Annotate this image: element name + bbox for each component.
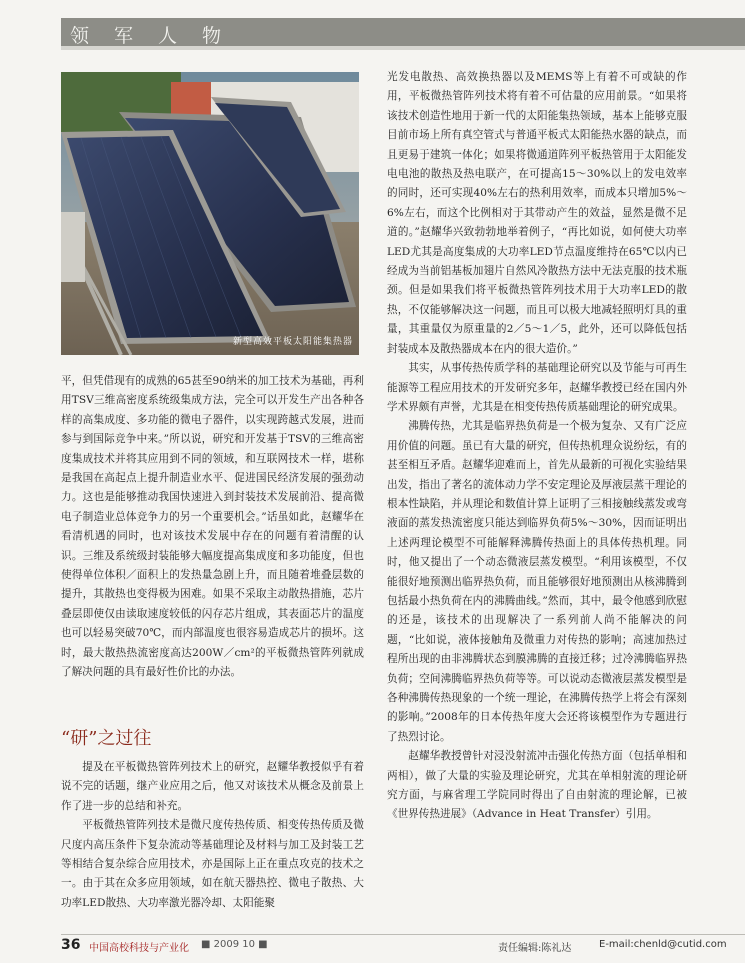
page-footer (61, 934, 745, 955)
solar-collector-photo (61, 72, 359, 355)
paragraph: 平板微热管阵列技术是微尺度传热传质、相变传热传质及微尺度内高压条件下复杂流动等基础理论及材料与加工及封装工艺等相结合复杂综合应用技术，亦是国际上正在重点攻克的技术之一。由于其在众多应用领域，如在航天器热控、微电子散热、大功率LED散热、大功率激光器冷却、太阳能聚 (61, 819, 364, 909)
page-number: 36 (61, 937, 81, 953)
right-column (387, 68, 687, 825)
paragraph: 赵耀华教授曾针对浸没射流冲击强化传热方面（包括单相和两相），做了大量的实验及理论研究，尤其在单相射流的理论研究方面，与麻省理工学院同时得出了自由射流的理论解，已被《世界传热进展》（Advance in Heat Transfer）引用。 (387, 750, 687, 821)
paragraph: 提及在平板微热管阵列技术上的研究，赵耀华教授似乎有着说不完的话题，继产业应用之后，他又对该技术从概念及前景上作了进一步的总结和补充。 (61, 761, 364, 812)
left-column-top (61, 372, 364, 683)
section-title: 领军人物 (70, 25, 247, 47)
left-column-bottom (61, 758, 364, 913)
paragraph: 其实，从事传热传质学科的基础理论研究以及节能与可再生能源等工程应用技术的开发研究多年，赵耀华教授已经在国内外学术界颇有声誉，尤其是在相变传热传质基础理论的研究成果。 (387, 362, 687, 413)
paragraph: 平，但凭借现有的成熟的65甚至90纳米的加工技术为基础，再利用TSV三维高密度系统级集成方法，完全可以开发生产出各种各样的高集成度、多功能的微电子器件，以实现跨越式发展，进而参与到国际竞争中来。”所以说，研究和开发基于TSV的三维高密度集成技术并将其应用到不同的领域，和互联网技术一样，堪称是我国在高起点上提升制造业水平、促进国民经济发展的强劲动力。这也是能够推动我国快速进入到封装技术发展前沿、提高微电子制造业总体竞争力的另一个重要机会。”话虽如此，赵耀华在看清机遇的同时，也对该技术发展中存在的问题有着清醒的认识。三维及系统级封装能够大幅度提高集成度和多功能度，但也使得单位体积／面积上的发热量急剧上升，而且随着堆叠层数的提升，其散热也变得极为困难。如果不采取主动散热措施，芯片叠层即使仅由读取速度较低的闪存芯片组成，其表面芯片的温度也可以轻易突破70℃，而内部温度也很容易造成芯片的损坏。这时，最大散热热流密度高达200W／cm²的平板微热管阵列就成了解决问题的具有最好性价比的办法。 (61, 375, 364, 679)
solar-panel-illustration (61, 72, 359, 355)
journal-name: 中国高校科技与产业化 (89, 943, 189, 954)
photo-caption: 新型高效平板太阳能集热器 (232, 337, 353, 347)
paragraph: 沸腾传热，尤其是临界热负荷是一个极为复杂、又有广泛应用价值的问题。虽已有大量的研究，但传热机理众说纷纭，有的甚至相互矛盾。赵耀华迎难而上，首先从最新的可视化实验结果出发，指出了著名的流体动力学不安定理论及厚液层蒸干理论的根本性缺陷，并从理论和数值计算上证明了三相接触线蒸发或弯液面的蒸发热流密度只能达到临界负荷5%～30%，因而证明出上述两理论模型不可能解释沸腾传热面上的具体传热机理。同时，他又提出了一个动态微液层蒸发模型。“利用该模型，不仅能很好地预测出临界热负荷，而且能够很好地预测出从核沸腾到包括最小热负荷在内的沸腾曲线。”然而，其中，最令他感到欣慰的还是，该技术的出现解决了一系列前人尚不能解决的问题，“比如说，液体接触角及微重力对传热的影响；高速加热过程所出现的由非沸腾状态到膜沸腾的直接迁移；过冷沸腾临界热负荷；空间沸腾临界热负荷等等。可以说动态微液层蒸发模型是各种沸腾传热现象的一个统一理论，在沸腾传热学上将会有深刻的影响。”2008年的日本传热年度大会还将该模型作为专题进行了热烈讨论。 (387, 420, 687, 743)
paragraph: 光发电散热、高效换热器以及MEMS等上有着不可或缺的作用，平板微热管阵列技术将有着不可估量的应用前景。“如果将该技术创造性地用于新一代的太阳能集热领域，基本上能够克服目前市场上所有真空管式与普通平板式太阳能热水器的缺点，而且更易于建筑一体化；如果将微通道阵列平板热管用于太阳能发电电池的散热及热电联产，在可提高15～30%以上的发电效率的同时，还可实现40%左右的热利用效率，而成本只增加5%～6%左右，而这个比例相对于其带动产生的效益，显然是微不足道的。”赵耀华兴致勃勃地举着例子，“再比如说，如何使大功率LED尤其是高度集成的大功率LED节点温度维持在65℃以内已经成为当前铝基板加翅片自然风冷散热方法中无法克服的技术瓶颈。但是如果我们将平板微热管阵列技术用于大功率LED的散热，不仅能够解决这一问题，而且可以极大地减轻照明灯具的重量，其重量仅为原重量的2／5～1／5，此外，还可以降低包括封装成本及散热器成本在内的很大造价。” (387, 71, 687, 355)
section-heading: “研”之过往 (61, 728, 152, 749)
contact-email: E-mail:chenld@cutid.com (599, 939, 727, 950)
issue-date: ■ 2009 10 ■ (201, 939, 268, 950)
editor-credit: 责任编辑:陈礼达 (498, 943, 572, 954)
